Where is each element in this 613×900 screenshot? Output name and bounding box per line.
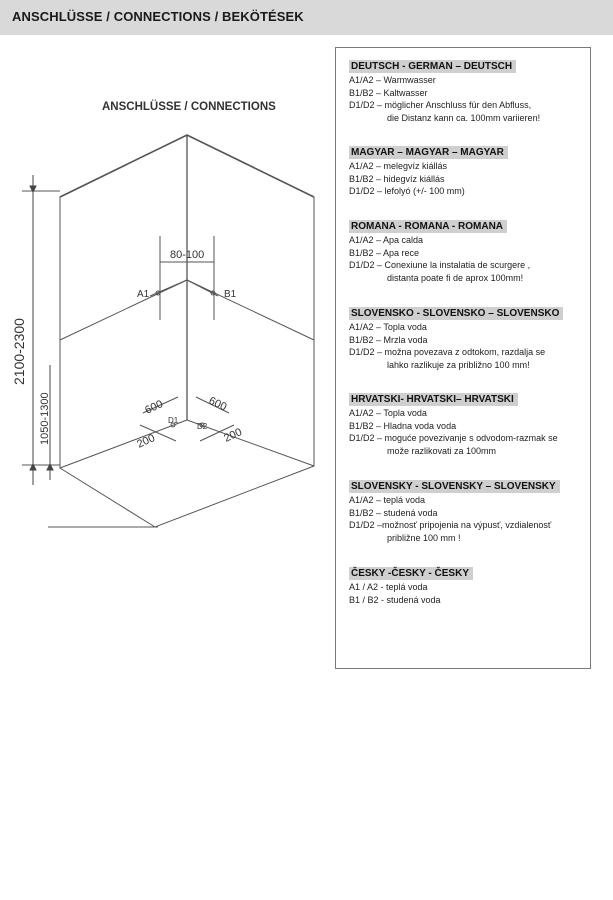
legend-line: približne 100 mm ! [387,532,461,543]
legend-section-magyar [349,142,589,198]
legend-section-hrvatski [349,389,589,457]
legend-line: D1/D2 – möglicher Anschluss für den Abfluss, [349,100,532,111]
legend-box [335,47,591,669]
connection-diagram [0,95,330,540]
section-heading: SLOVENSKY - SLOVENSKY – SLOVENSKY [349,480,560,493]
legend-line: lahko razlikuje za približno 100 mm! [387,359,530,370]
diagram-title: ANSCHLÜSSE / CONNECTIONS [102,101,276,113]
legend-line: distanta poate fi de aprox 100mm! [387,272,524,283]
legend-section-deutsch [349,56,589,124]
legend-line: B1/B2 – Mrzla voda [349,334,428,345]
legend-line: D1/D2 – Conexiune la instalatia de scurgere , [349,260,531,271]
section-heading: ČESKY -ČESKY - ČESKY [349,567,473,580]
legend-line: može razlikovati za 100mm [387,445,497,456]
label-b1: B1 [224,289,237,300]
height-label: 2100-2300 [11,318,27,385]
legend-line: A1/A2 – Topla voda [349,322,427,332]
legend-line: B1 / B2 - studená voda [349,594,441,605]
label-left-600: 600 [143,398,165,417]
section-heading: DEUTSCH - GERMAN – DEUTSCH [349,60,516,73]
legend-line: B1/B2 – Hladna voda voda [349,420,457,431]
legend-section-cesky [349,563,589,606]
legend-line: D1/D2 – možna povezava z odtokom, razdalja se [349,347,546,358]
legend-line: A1/A2 – teplá voda [349,495,426,505]
label-a1: A1 [137,289,150,300]
section-heading: ROMANA - ROMANA - ROMANA [349,220,507,233]
legend-line: A1/A2 – Warmwasser [349,75,436,85]
inner-height-label: 1050-1300 [39,392,51,445]
label-right-600: 600 [206,394,229,414]
legend-section-romana [349,216,589,284]
legend-line: D1/D2 – lefolyó (+/- 100 mm) [349,186,465,197]
legend-line: die Distanz kann ca. 100mm variieren! [387,112,541,123]
section-heading: SLOVENSKO - SLOVENSKO – SLOVENSKO [349,307,563,320]
legend-line: A1/A2 – Topla voda [349,408,427,418]
legend-line: A1 / A2 - teplá voda [349,582,428,592]
legend-section-slovensko [349,303,589,371]
legend-line: D1/D2 –možnosť pripojenia na výpusť, vzdialenosť [349,520,552,531]
right-wall [187,135,314,466]
legend-section-slovensky [349,476,589,544]
section-heading: HRVATSKI- HRVATSKI– HRVATSKI [349,393,518,406]
legend-line: A1/A2 – Apa calda [349,235,424,245]
header-bar [0,0,613,35]
label-d1: D1 [168,416,179,425]
page-title: ANSCHLÜSSE / CONNECTIONS / BEKÖTÉSEK [12,9,304,24]
legend-line: D1/D2 – moguće povezivanje s odvodom-razmak se [349,433,558,444]
label-left-200: 200 [135,432,157,451]
legend-line: B1/B2 – studená voda [349,507,438,518]
legend-line: B1/B2 – Kaltwasser [349,87,428,98]
section-heading: MAGYAR – MAGYAR – MAGYAR [349,146,508,159]
shower-corner-drawing [0,95,330,540]
legend-line: A1/A2 – melegvíz kiállás [349,161,448,171]
top-distance-label: 80-100 [170,249,205,261]
label-d2: D2 [197,422,208,431]
legend-line: B1/B2 – Apa rece [349,247,420,258]
legend-line: B1/B2 – hidegvíz kiállás [349,173,445,184]
label-right-200: 200 [222,426,244,445]
